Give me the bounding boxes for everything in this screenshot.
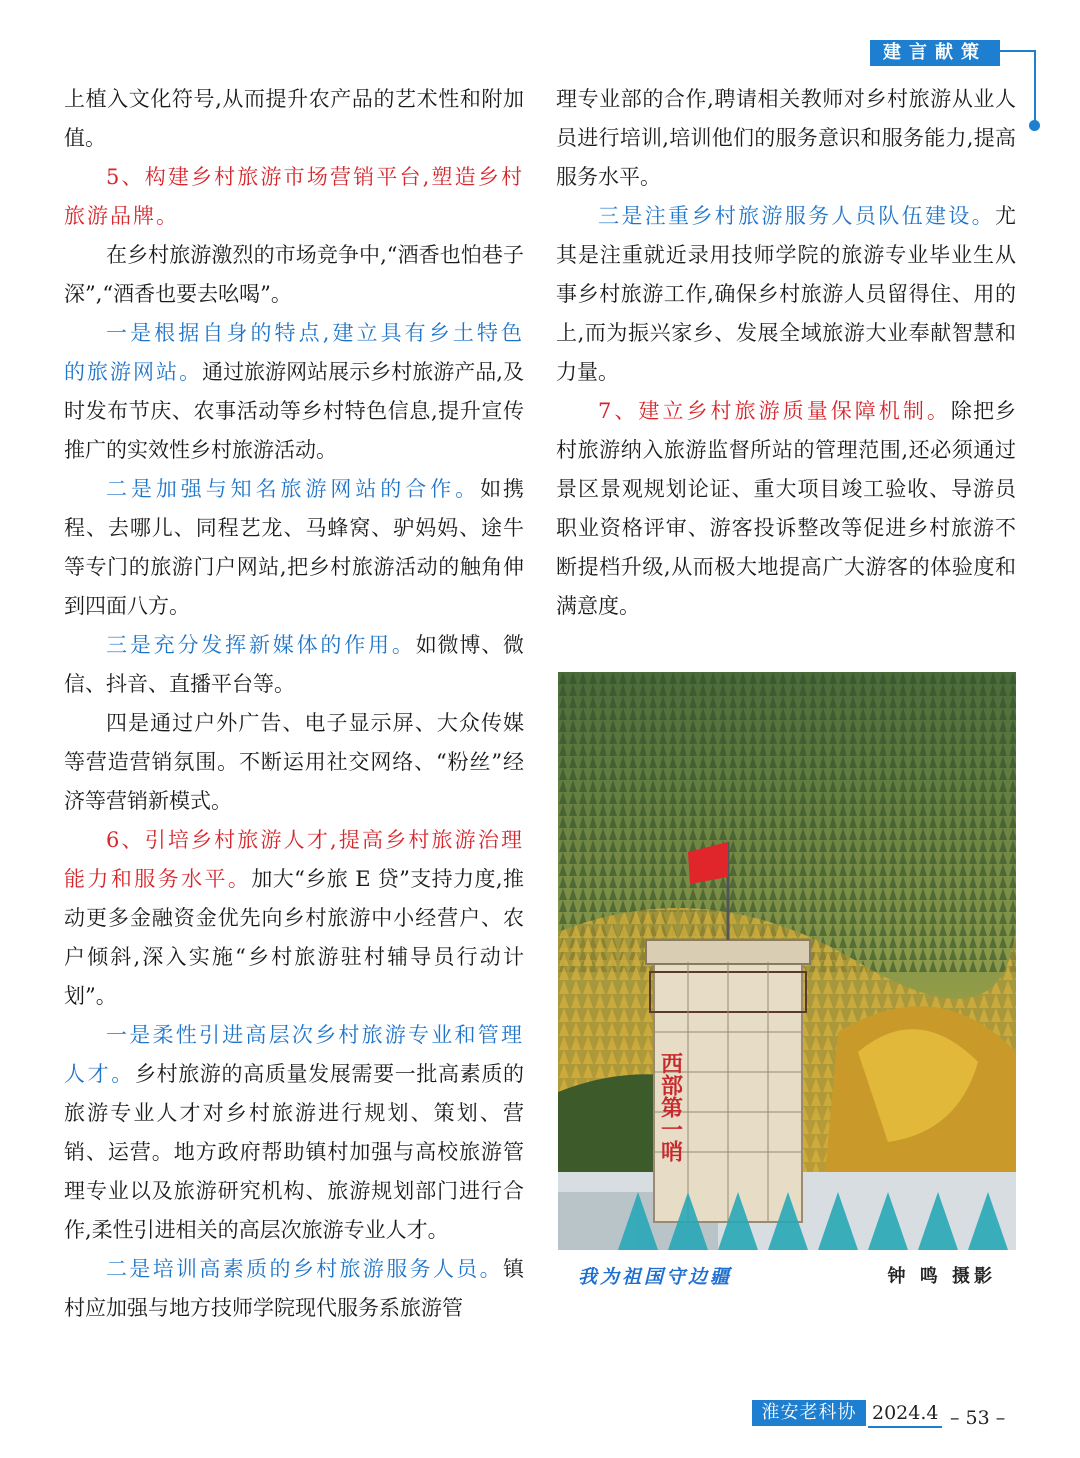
subheading: 一是柔性引进高层次乡村旅游专业和管理人才。 (64, 1023, 524, 1086)
page-number: – 53 – (950, 1407, 1006, 1429)
section-heading-5: 5、构建乡村旅游市场营销平台,塑造乡村旅游品牌。 (64, 165, 524, 228)
paragraph (64, 314, 524, 470)
paragraph-body: 乡村旅游的高质量发展需要一批高素质的旅游专业人才对乡村旅游进行规划、策划、营销、运营。地方政府帮助镇村加强与高校旅游管理专业以及旅游研究机构、旅游规划部门进行合作,柔性引进相关的高层次旅游专业人才。 (64, 1062, 525, 1242)
paragraph-body: 尤其是注重就近录用技师学院的旅游专业毕业生从事乡村旅游工作,确保乡村旅游人员留得住、用的上,而为振兴家乡、发展全域旅游大业奉献智慧和力量。 (556, 204, 1016, 384)
paragraph (64, 1250, 524, 1328)
photo-border-outpost (558, 672, 1016, 1250)
paragraph (556, 392, 1016, 626)
footer-brand: 淮安老科协 (752, 1400, 866, 1426)
paragraph (64, 626, 524, 704)
paragraph (556, 197, 1016, 392)
tower-lettering: 西部第一哨 (657, 1052, 683, 1162)
section-tab-dot (1029, 120, 1040, 131)
section-heading-7: 7、建立乡村旅游质量保障机制。 (598, 399, 951, 423)
paragraph: 上植入文化符号,从而提升农产品的艺术性和附加值。 (64, 87, 524, 150)
paragraph: 在乡村旅游激烈的市场竞争中,“酒香也怕巷子深”,“酒香也要去吆喝”。 (64, 243, 524, 306)
subheading: 三是充分发挥新媒体的作用。 (106, 633, 416, 657)
left-column (64, 80, 524, 1328)
section-heading-6: 6、引培乡村旅游人才,提高乡村旅游治理能力和服务水平。 (64, 828, 524, 891)
photo-caption (578, 1262, 1018, 1288)
paragraph-body: 镇村应加强与地方技师学院现代服务系旅游管 (64, 1257, 524, 1320)
subheading: 二是培训高素质的乡村旅游服务人员。 (106, 1257, 503, 1281)
right-column (556, 80, 1016, 626)
paragraph (64, 1016, 524, 1250)
photo-illustration (558, 672, 1016, 1250)
paragraph-body: 加大“乡旅 E 贷”支持力度,推动更多金融资金优先向乡村旅游中小经营户、农户倾斜,深入实施“乡村旅游驻村辅导员行动计划”。 (64, 867, 525, 1008)
subheading: 三是注重乡村旅游服务人员队伍建设。 (598, 204, 995, 228)
footer-issue: 2024.4 (868, 1400, 942, 1428)
photo-credit: 钟 鸣 摄影 (887, 1266, 996, 1287)
section-tab: 建言献策 (870, 40, 1000, 66)
paragraph-body: 如微博、微信、抖音、直播平台等。 (64, 633, 525, 696)
subheading: 二是加强与知名旅游网站的合作。 (106, 477, 481, 501)
paragraph (64, 470, 524, 626)
paragraph: 理专业部的合作,聘请相关教师对乡村旅游从业人员进行培训,培训他们的服务意识和服务能力,提高服务水平。 (556, 87, 1016, 189)
paragraph: 四是通过户外广告、电子显示屏、大众传媒等营造营销氛围。不断运用社交网络、“粉丝”经济等营销新模式。 (64, 711, 524, 813)
subheading: 一是根据自身的特点,建立具有乡土特色的旅游网站。 (64, 321, 524, 384)
caption-title: 我为祖国守边疆 (578, 1266, 733, 1288)
paragraph (64, 821, 524, 1016)
paragraph-body: 除把乡村旅游纳入旅游监督所站的管理范围,还必须通过景区景观规划论证、重大项目竣工验收、导游员职业资格评审、游客投诉整改等促进乡村旅游不断提档升级,从而极大地提高广大游客的体验度和满意度。 (556, 399, 1016, 618)
paragraph-body: 如携程、去哪儿、同程艺龙、马蜂窝、驴妈妈、途牛等专门的旅游门户网站,把乡村旅游活动的触角伸到四面八方。 (64, 477, 524, 618)
paragraph-body: 通过旅游网站展示乡村旅游产品,及时发布节庆、农事活动等乡村特色信息,提升宣传推广的实效性乡村旅游活动。 (64, 360, 524, 462)
